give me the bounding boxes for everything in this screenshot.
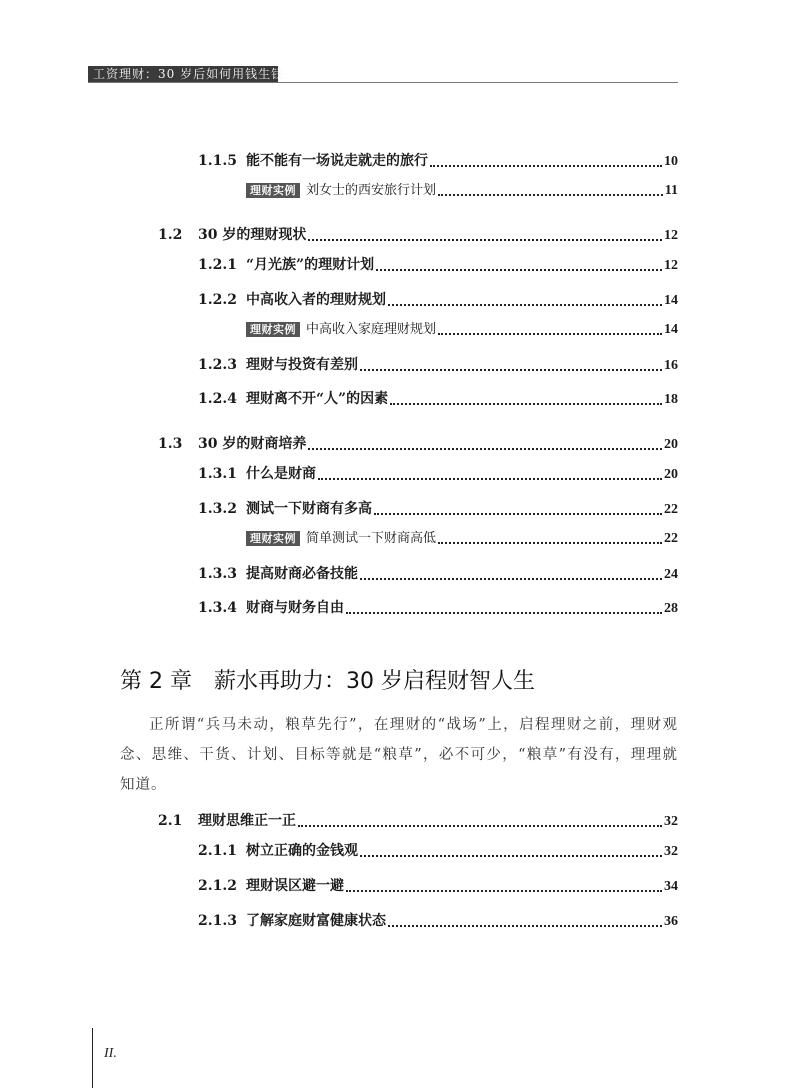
toc-entry-page: 34 bbox=[664, 879, 678, 894]
toc-entry-page: 22 bbox=[664, 502, 678, 517]
toc-entry-page: 24 bbox=[664, 567, 678, 582]
toc-entry-page: 32 bbox=[664, 814, 678, 829]
dot-leader bbox=[346, 890, 662, 892]
toc-subsection-entry bbox=[198, 500, 678, 519]
dot-leader bbox=[318, 478, 662, 480]
toc-entry-number: 2.1.2 bbox=[198, 878, 237, 894]
toc-example-entry bbox=[246, 182, 678, 200]
toc-entry-title: 能不能有一场说走就走的旅行 bbox=[246, 153, 428, 169]
toc-entry-number: 1.2.4 bbox=[198, 391, 237, 407]
toc-entry-title: “月光族”的理财计划 bbox=[246, 257, 375, 273]
example-badge: 理财实例 bbox=[246, 322, 300, 337]
dot-leader bbox=[390, 403, 662, 405]
toc-entry-page: 18 bbox=[664, 392, 678, 407]
toc-entry-number: 1.3.4 bbox=[198, 600, 237, 616]
chapter-heading bbox=[120, 668, 535, 696]
toc-entry-title: 了解家庭财富健康状态 bbox=[246, 913, 386, 929]
toc-entry-number: 1.3.1 bbox=[198, 466, 237, 482]
toc-entry-number: 2.1 bbox=[158, 813, 183, 829]
dot-leader bbox=[374, 513, 662, 515]
toc-section-entry bbox=[158, 812, 678, 831]
header-rule bbox=[88, 82, 678, 83]
toc-entry-number: 2.1.3 bbox=[198, 913, 237, 929]
toc-entry-title: 财商与财务自由 bbox=[246, 600, 344, 616]
toc-subsection-entry bbox=[198, 256, 678, 275]
toc-subsection-entry bbox=[198, 152, 678, 171]
toc-entry-page: 14 bbox=[664, 293, 678, 308]
toc-entry-page: 12 bbox=[664, 258, 678, 273]
page-number: II. bbox=[104, 1046, 117, 1061]
dot-leader bbox=[360, 855, 662, 857]
toc-entry-page: 14 bbox=[664, 322, 678, 337]
toc-entry-title: 理财离不开“人”的因素 bbox=[246, 391, 389, 407]
toc-entry-title: 理财误区避一避 bbox=[246, 878, 344, 894]
dot-leader bbox=[360, 578, 662, 580]
toc-entry-number: 1.2 bbox=[158, 227, 183, 243]
dot-leader bbox=[438, 542, 662, 544]
toc-entry-title: 中高收入者的理财规划 bbox=[246, 292, 386, 308]
toc-section-entry bbox=[158, 435, 678, 454]
toc-subsection-entry bbox=[198, 599, 678, 618]
toc-entry-title: 30 岁的财商培养 bbox=[198, 436, 307, 452]
toc-section-entry bbox=[158, 226, 678, 245]
dot-leader bbox=[346, 612, 662, 614]
toc-entry-page: 20 bbox=[664, 437, 678, 452]
toc-entry-number: 1.3.3 bbox=[198, 566, 237, 582]
toc-entry-number: 1.3.2 bbox=[198, 501, 237, 517]
toc-entry-number: 1.3 bbox=[158, 436, 183, 452]
running-header-title: 工资理财：30 岁后如何用钱生钱 bbox=[93, 67, 285, 81]
toc-subsection-entry bbox=[198, 390, 678, 409]
toc-entry-number: 1.2.1 bbox=[198, 257, 237, 273]
toc-entry-page: 12 bbox=[664, 228, 678, 243]
example-badge: 理财实例 bbox=[246, 183, 300, 198]
toc-entry-title: 提高财商必备技能 bbox=[246, 566, 358, 582]
toc-entry-page: 28 bbox=[664, 601, 678, 616]
toc-subsection-entry bbox=[198, 291, 678, 310]
toc-entry-number: 2.1.1 bbox=[198, 843, 237, 859]
toc-example-entry bbox=[246, 530, 678, 548]
dot-leader bbox=[430, 165, 662, 167]
toc-entry-title: 中高收入家庭理财规划 bbox=[306, 322, 437, 337]
dot-leader bbox=[360, 369, 662, 371]
toc-subsection-entry bbox=[198, 912, 678, 931]
toc-entry-number: 1.2.3 bbox=[198, 357, 237, 373]
toc-subsection-entry bbox=[198, 565, 678, 584]
dot-leader bbox=[388, 304, 662, 306]
toc-entry-page: 11 bbox=[664, 183, 678, 198]
toc-example-entry bbox=[246, 321, 678, 339]
toc-subsection-entry bbox=[198, 877, 678, 896]
toc-entry-page: 32 bbox=[664, 844, 678, 859]
toc-entry-number: 1.1.5 bbox=[198, 153, 237, 169]
toc-subsection-entry bbox=[198, 356, 678, 375]
chapter-intro: 正所谓“兵马未动，粮草先行”，在理财的“战场”上，启程理财之前，理财观念、思维、干货、计划、目标等就是“粮草”，必不可少，“粮草”有没有，理理就知道。 bbox=[120, 717, 678, 793]
toc-subsection-entry bbox=[198, 842, 678, 861]
toc-entry-number: 1.2.2 bbox=[198, 292, 237, 308]
toc-entry-page: 16 bbox=[664, 358, 678, 373]
dot-leader bbox=[298, 825, 662, 827]
toc-subsection-entry bbox=[198, 465, 678, 484]
toc-entry-page: 22 bbox=[664, 531, 678, 546]
dot-leader bbox=[438, 194, 663, 196]
toc-entry-title: 理财与投资有差别 bbox=[246, 357, 358, 373]
example-badge: 理财实例 bbox=[246, 531, 300, 546]
dot-leader bbox=[388, 925, 662, 927]
toc-entry-title: 树立正确的金钱观 bbox=[246, 843, 358, 859]
toc-entry-title: 刘女士的西安旅行计划 bbox=[306, 183, 437, 198]
dot-leader bbox=[308, 239, 662, 241]
toc-entry-title: 什么是财商 bbox=[246, 466, 316, 482]
toc-entry-title: 简单测试一下财商高低 bbox=[306, 531, 437, 546]
toc-entry-title: 30 岁的理财现状 bbox=[198, 227, 307, 243]
dot-leader bbox=[308, 448, 662, 450]
dot-leader bbox=[376, 269, 662, 271]
chapter-number: 第 2 章 bbox=[120, 669, 192, 694]
toc-entry-page: 10 bbox=[664, 154, 678, 169]
toc-entry-page: 36 bbox=[664, 914, 678, 929]
dot-leader bbox=[438, 333, 662, 335]
toc-entry-page: 20 bbox=[664, 467, 678, 482]
toc-entry-title: 测试一下财商有多高 bbox=[246, 501, 372, 517]
chapter-title: 薪水再助力：30 岁启程财智人生 bbox=[213, 669, 535, 694]
toc-entry-title: 理财思维正一正 bbox=[198, 813, 296, 829]
margin-rule bbox=[92, 1028, 93, 1088]
